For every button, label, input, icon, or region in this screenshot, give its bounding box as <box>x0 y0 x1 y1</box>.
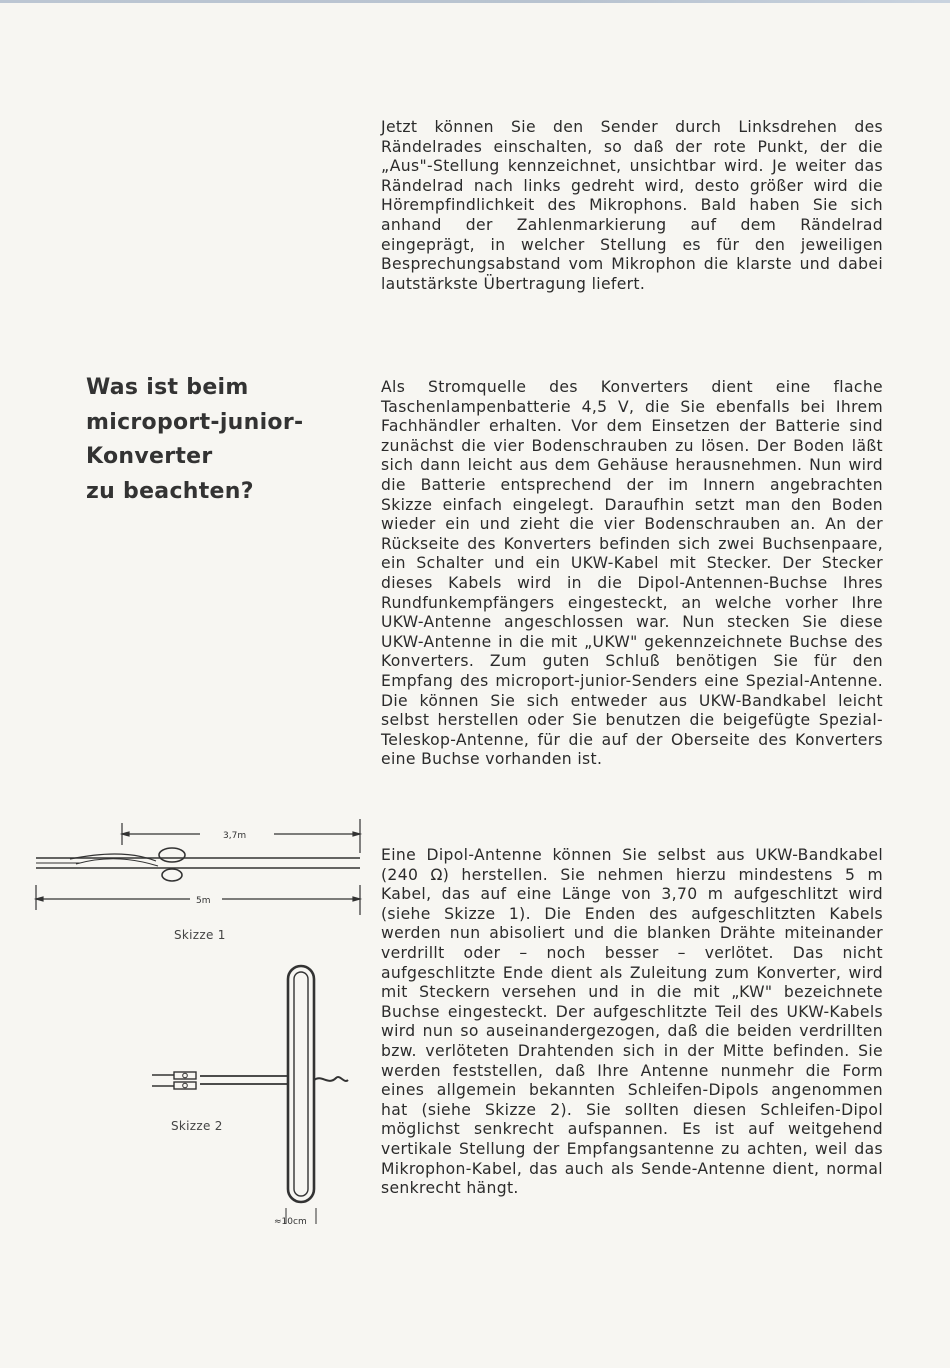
sketch-1-diagram <box>30 815 370 925</box>
sketch-1-slit-length: 3,7m <box>223 831 247 841</box>
heading-line-1: Was ist beim <box>86 375 249 400</box>
paragraph-transmitter: Jetzt können Sie den Sender durch Linksdrehen des Rändelrades einschalten, so daß der rote Punkt, der die „Aus"-Stellung kennzeichnet, unsichtbar wird. Je weiter das Rändelrad nach links gedreht wird, desto größer wird die Hörempfindlichkeit des Mikrophons. Bald haben Sie sich anhand der Zahlenmarkierung auf dem Rändelrad eingeprägt, in welcher Stellung es für den jeweiligen Besprechungsabstand vom Mikrophon die klarste und dabei lautstärkste Übertragung liefert. <box>381 118 883 293</box>
heading-line-4: zu beachten? <box>86 478 254 504</box>
top-edge-line <box>0 0 950 3</box>
sketch-1-total-length: 5m <box>196 896 211 906</box>
sketch-2-width-label: ≈10cm <box>274 1217 307 1227</box>
sketch-1-caption: Skizze 1 <box>174 928 226 942</box>
heading-line-2: microport-junior- <box>86 409 304 435</box>
paragraph-dipole: Eine Dipol-Antenne können Sie selbst aus UKW-Bandkabel (240 Ω) herstellen. Sie nehmen hierzu mindestens 5 m Kabel, das auf eine Länge von 3,70 m aufgeschlitzt wird (siehe Skizze 1). Die Enden des aufgeschlitzten Kabels werden nun abisoliert und die blanken Drähte miteinander verdrillt oder – noch besser – verlötet. Das nicht aufgeschlitzte Ende dient als Zuleitung zum Konverter, wird mit Steckern versehen und in die mit „KW" bezeichnete Buchse eingesteckt. Der aufgeschlitzte Teil des UKW-Kabels wird nun so auseinandergezogen, daß die beiden verdrillten bzw. verlöteten Drahtenden sich in der Mitte befinden. Sie werden feststellen, daß Ihre Antenne nunmehr die Form eines allgemein bekannten Schleifen-Dipols angenommen hat (siehe Skizze 2). Sie sollten diesen Schleifen-Dipol möglichst senkrecht aufspannen. Es ist auf weitgehend vertikale Stellung der Empfangsantenne zu achten, weil das Mikrophon-Kabel, das auch als Sende-Antenne dient, normal senkrecht hängt. <box>381 846 883 1198</box>
section-heading <box>86 371 356 509</box>
sketch-2-diagram <box>140 962 360 1232</box>
paragraph-converter: Als Stromquelle des Konverters dient eine flache Taschenlampenbatterie 4,5 V, die Sie ebenfalls bei Ihrem Fachhändler erhalten. Vor dem Einsetzen der Batterie sind zunächst die vier Bodenschrauben zu lösen. Der Boden läßt sich dann leicht aus dem Gehäuse herausnehmen. Nun wird die Batterie entsprechend der im Innern angebrachten Skizze einfach eingelegt. Daraufhin setzt man den Boden wieder ein und zieht die vier Bodenschrauben an. An der Rückseite des Konverters befinden sich zwei Buchsenpaare, ein Schalter und ein UKW-Kabel mit Stecker. Der Stecker dieses Kabels wird in die Dipol-Antennen-Buchse Ihres Rundfunkempfängers eingesteckt, an welche vorher Ihre UKW-Antenne angeschlossen war. Nun stecken Sie diese UKW-Antenne in die mit „UKW" gekennzeichnete Buchse des Konverters. Zum guten Schluß benötigen Sie für den Empfang des microport-junior-Senders eine Spezial-Antenne. Die können Sie sich entweder aus UKW-Bandkabel leicht selbst herstellen oder Sie benutzen die beigefügte Spezial-Teleskop-Antenne, für die auf der Oberseite des Konverters eine Buchse vorhanden ist. <box>381 378 883 769</box>
sketch-2-caption: Skizze 2 <box>171 1119 223 1133</box>
heading-line-3: Konverter <box>86 444 213 469</box>
